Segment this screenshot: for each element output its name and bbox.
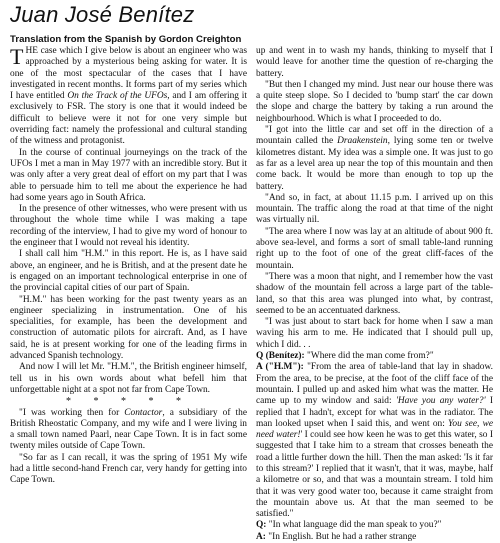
- interview-answer: A: "In English. But he had a rather strange: [256, 531, 417, 542]
- paragraph: "There was a moon that night, and I remember how the vast shadow of the mountain fell across a large part of the table-land, so that this area was plunged into what, by contrast, seemed to be an accentuated darkness.: [256, 271, 493, 316]
- section-separator: * * * * *: [66, 396, 191, 408]
- paragraph: "I got into the little car and set off in the direction of a mountain called the Draakenstein, lying some ten or twelve kilometres distant. My idea was a simple one. It was just to go as far as a level area up near the top of this mountain and then come back. It would be more than enough to top up the battery.: [256, 125, 493, 192]
- paragraph: I shall call him "H.M." in this report. He is, as I have said above, an engineer, and he is British, and at the present date he is engaged on an important technological enterprise in one of the provincial capital cities of our part of Spain.: [10, 249, 247, 294]
- interview-question: Q (Benítez): "Where did the man come from?": [256, 351, 434, 362]
- paragraph: up and went in to wash my hands, thinking to myself that I would leave for another time the question of re-charging the battery.: [256, 46, 493, 79]
- paragraph: THE case which I give below is about an engineer who was approached by a mysterious being asking for water. It is one of the most spectacular of the cases that I have investigated in recent months. It forms part of my series which I have entitled On the Track of the UFOs, and I am offering it exclusively to FSR. The story is one that it would indeed be difficult to believe were it not for one very simple but overriding fact: namely the professional and cultural standing of the witness and protagonist.: [10, 44, 247, 147]
- paragraph: "But then I changed my mind. Just near our house there was a quite steep slope. So I decided to 'bump start' the car down the slope and charge the battery by taking a run around the neighbourhood. Which is what I proceeded to do.: [256, 79, 493, 124]
- question-label: Q (Benítez):: [256, 351, 305, 362]
- author-heading: Juan José Benítez: [10, 2, 195, 27]
- paragraph: And now I will let Mr. "H.M.", the British engineer himself, tell us in his own words about what befell him that unforgettable night at a spot not far from Cape Town.: [10, 362, 247, 395]
- paragraph: "I was just about to start back for home when I saw a man waving his arm to me. He indicated that I should pull up, which I did. . .: [256, 317, 493, 350]
- right-column: [256, 46, 493, 542]
- paragraph: "H.M." has been working for the past twenty years as an engineer specializing in instrumentation. One of his specialities, for example, has been the development and construction of automatic pilots for aircraft. And, as I have said, he is at present working for one of the leading firms in advanced Spanish technology.: [10, 294, 247, 362]
- translation-credit: Translation from the Spanish by Gordon Creighton: [10, 34, 242, 45]
- answer-label: A:: [256, 531, 266, 542]
- paragraph: In the course of continual journeyings on the track of the UFOs I met a man in May 1977 with an incredible story. But it was only after a very great deal of effort on my part that I was able to persuade him to tell me about the experience he had had some years ago in South Africa.: [10, 147, 247, 203]
- paragraph: "The area where I now was lay at an altitude of about 900 ft. above sea-level, and forms a sort of small table-land running right up to the foot of one of the great cliff-faces of the mountain.: [256, 226, 493, 271]
- paragraph: "I was working then for Contactor, a subsidiary of the British Rheostatic Company, and my wife and I were living in a small town named Paarl, near Cape Town. It is in fact some twenty miles outside of Cape Town.: [10, 407, 247, 452]
- paragraph: "And so, in fact, at about 11.15 p.m. I arrived up on this mountain. The traffic along the road at that time of the night was virtually nil.: [256, 192, 493, 226]
- interview-answer: A ("H.M"): "From the area of table-land that lay in shadow. From the area, to be precise, at the foot of the cliff face of the mountain. I pulled up and asked him what was the matter. He came up to my window and said: 'Have you any water?' I replied that I hadn't, except for what was in the radiator. The man looked upset when I said this, and went on: You see, we need water!' I could see how keen he was to get this water, so I suggested that I take him to a stream that crosses beneath the road a little further down the hill. Then the man asked: 'Is it far to this stream?' I replied that it wasn't, that it was, maybe, half a kilometre or so, and that was a mountain stream. I told him that it was very good water too, because it came straight from the mountain above us. At that the man seemed to be satisfied.": [256, 362, 493, 520]
- paragraph: In the presence of other witnesses, who were present with us throughout the whole time while I was making a tape recording of the interview, I had to give my word of honour to the engineer that I would not reveal his identity.: [10, 204, 247, 249]
- paragraph: "So far as I can recall, it was the spring of 1951 My wife had a little second-hand French car, very handy for getting into Cape Town.: [10, 452, 247, 486]
- question-label: Q:: [256, 520, 267, 531]
- interview-question: Q: "In what language did the man speak to you?": [256, 520, 442, 531]
- left-column: [10, 46, 247, 500]
- drop-cap: T: [10, 44, 24, 69]
- answer-label: A ("H.M"):: [256, 362, 304, 373]
